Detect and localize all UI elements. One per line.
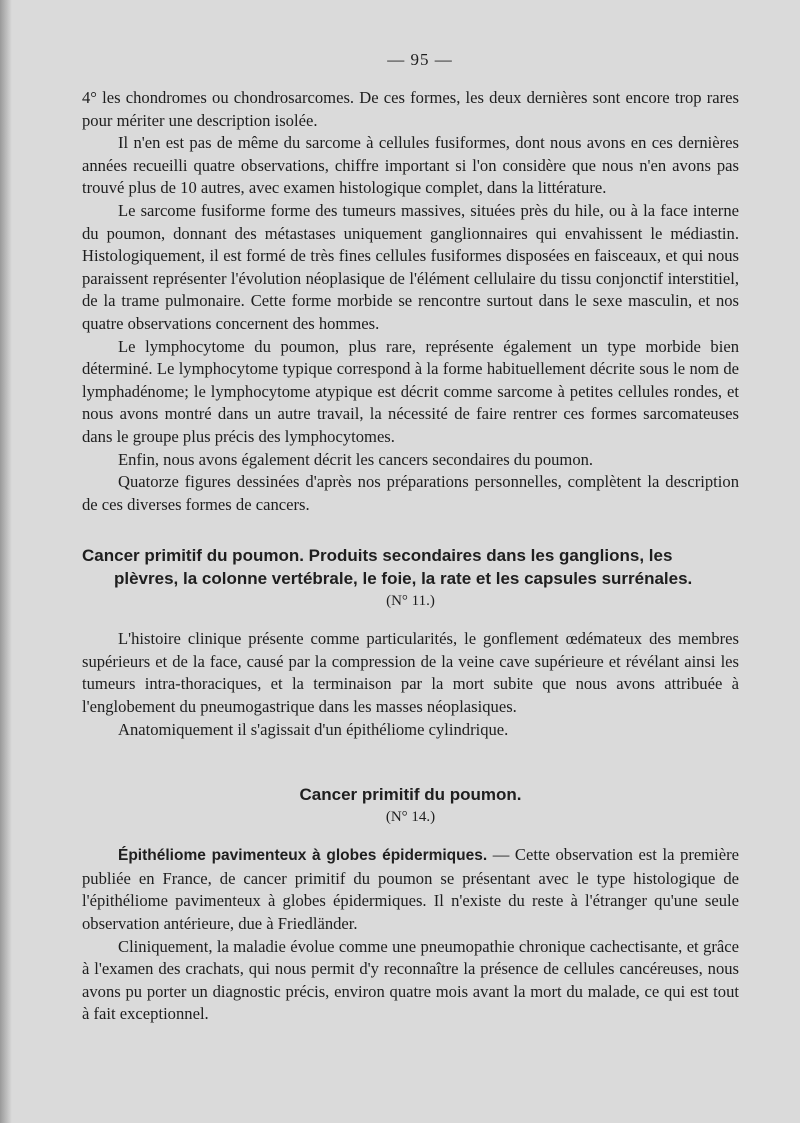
section-paragraph: L'histoire clinique présente comme particularités, le gonflement œdémateux des membres supérieurs et de la face, causé par la compression de la veine cave supérieure et révélant ainsi les tumeurs intra-thoraciques, et la terminaison par la mort subite que nous avons attribuée à l'englobement du pneumogastrique dans les masses néoplasiques.	[82, 629, 739, 717]
lead-term: Épithéliome pavimenteux à globes épidermiques.	[118, 847, 488, 865]
section-heading-cancer-primitif-14: Cancer primitif du poumon.	[299, 785, 522, 805]
lead-text: — Cette observation est la première publiée en France, de cancer primitif du poumon se présentant avec le type histologique de l'épithéliome pavimenteux à globes épidermiques. Il n'existe du reste à l'étranger qu'une seule observation antérieure, due à Friedländer.	[82, 845, 739, 934]
page-number: — 95 —	[387, 50, 453, 69]
page-body	[82, 87, 739, 1026]
page-edge-shadow	[0, 0, 12, 1123]
intro-paragraph: Enfin, nous avons également décrit les cancers secondaires du poumon.	[118, 449, 594, 469]
intro-paragraph: Il n'en est pas de même du sarcome à cellules fusiformes, dont nous avons en ces dernières années recueilli quatre observations, chiffre important si l'on considère que nous n'en avons pas trouvé plus de 10 autres, avec examen histologique complet, dans la littérature.	[82, 133, 739, 198]
section-paragraph: Cliniquement, la maladie évolue comme une pneumopathie chronique cachectisante, et grâce à l'examen des crachats, qui nous permit d'y reconnaître la présence de cellules cancéreuses, nous avons pu porter un diagnostic précis, environ quatre mois avant la mort du malade, ce qui est tout à fait exceptionnel.	[82, 936, 739, 1024]
section-heading-cancer-primitif-11: Cancer primitif du poumon. Produits secondaires dans les ganglions, les plèvres, la colonne vertébrale, le foie, la rate et les capsules surrénales.	[82, 546, 693, 589]
intro-paragraph: Le sarcome fusiforme forme des tumeurs massives, situées près du hile, ou à la face interne du poumon, donnant des métastases uniquement ganglionnaires qui envahissent le médiastin. Histologiquement, il est formé de très fines cellules fusiformes disposées en faisceaux, et qui nous paraissent représenter l'évolution néoplasique de l'élément cellulaire du tissu conjonctif interstitiel, de la trame pulmonaire. Cette forme morbide se rencontre surtout dans le sexe masculin, et nos quatre observations concernent des hommes.	[82, 200, 739, 333]
observation-number: (N° 14.)	[385, 809, 436, 826]
intro-paragraph: Le lymphocytome du poumon, plus rare, représente également un type morbide bien déterminé. Le lymphocytome typique correspond à la forme habituellement décrite sous le nom de lymphadénome; le lymphocytome atypique est décrit comme sarcome à petites cellules rondes, et nous avons montré dans un autre travail, la nécessité de faire rentrer ces formes sarcomateuses dans le groupe plus précis des lymphocytomes.	[82, 336, 739, 446]
section-paragraph: Anatomiquement il s'agissait d'un épithéliome cylindrique.	[118, 719, 509, 739]
observation-number: (N° 11.)	[386, 593, 435, 610]
intro-paragraph: Quatorze figures dessinées d'après nos préparations personnelles, complètent la description de ces diverses formes de cancers.	[82, 472, 739, 514]
intro-paragraph: 4° les chondromes ou chondrosarcomes. De ces formes, les deux dernières sont encore trop rares pour mériter une description isolée.	[82, 88, 739, 130]
section-paragraph	[82, 844, 739, 935]
